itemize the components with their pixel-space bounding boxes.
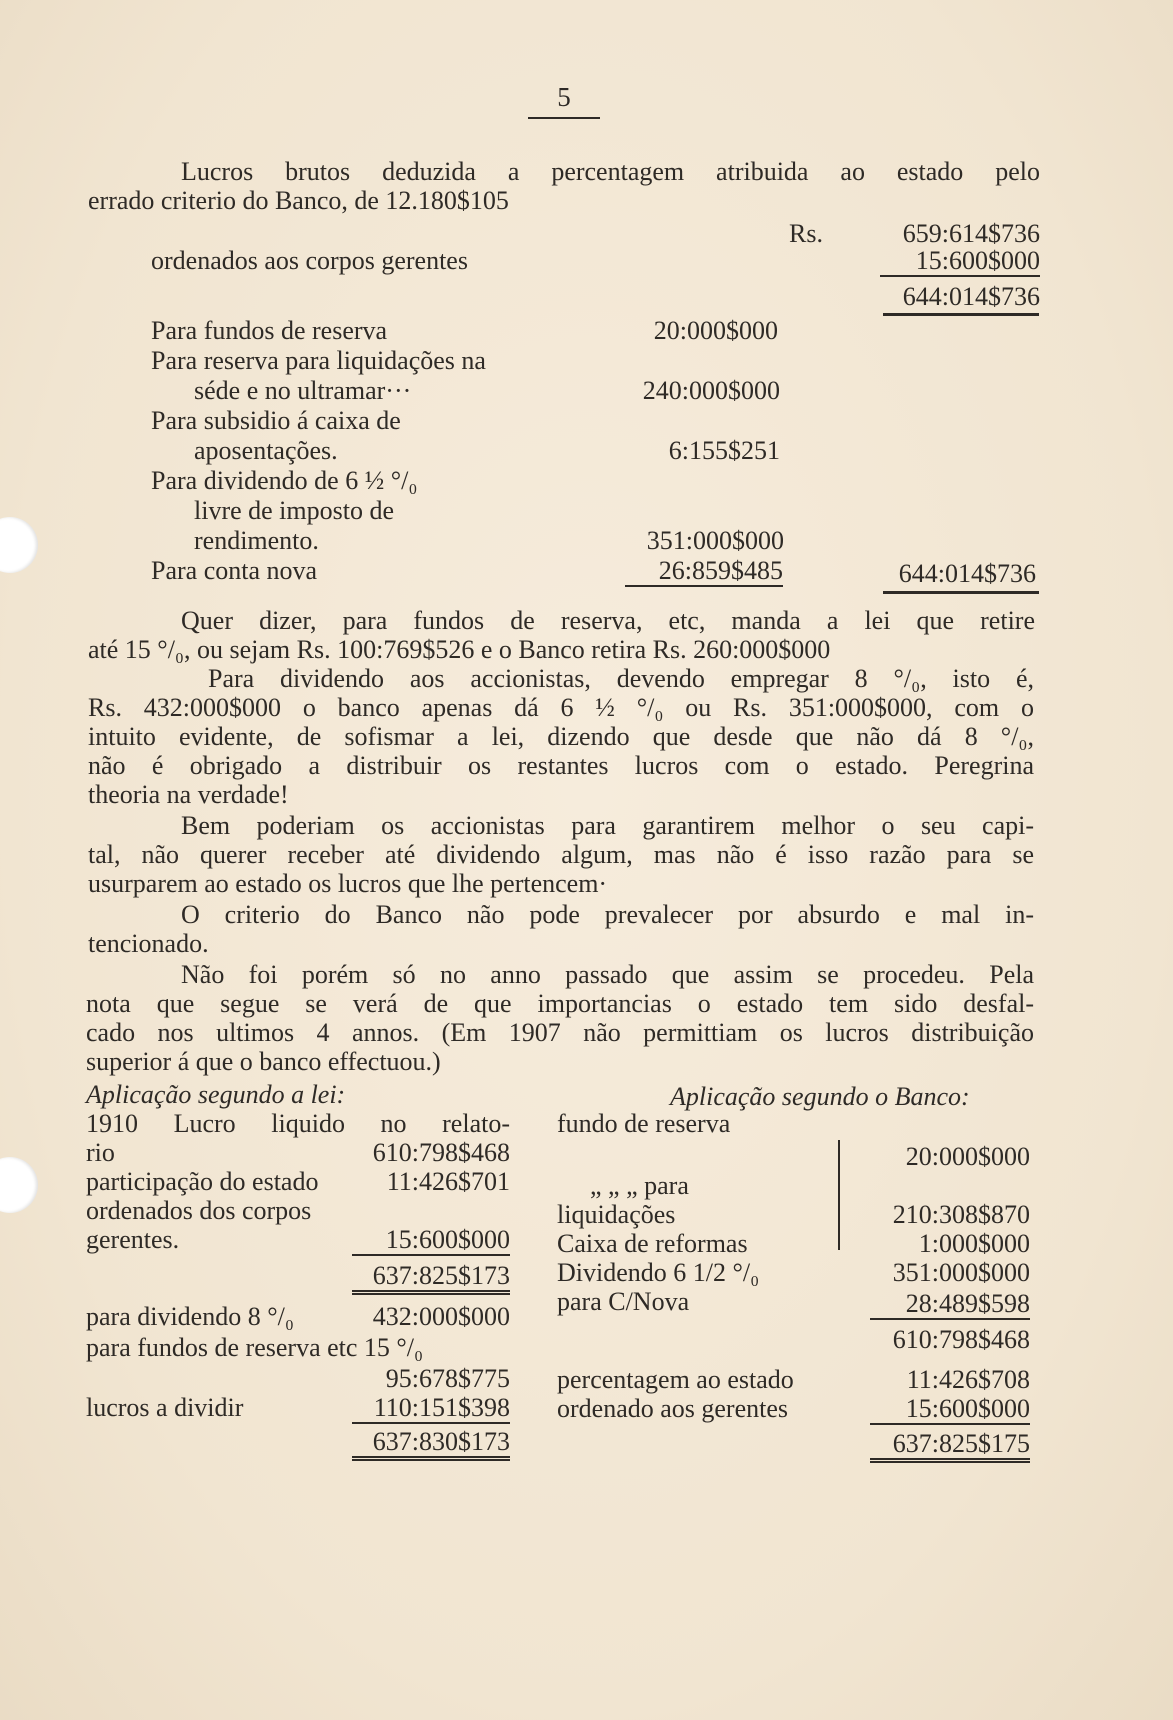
- left-heading: Aplicação segundo a lei:: [86, 1080, 346, 1109]
- rule: [883, 591, 1039, 594]
- left-label: rio: [86, 1138, 115, 1167]
- left-subtotal: 637:825$173: [352, 1261, 510, 1295]
- left-label: lucros a dividir: [86, 1393, 244, 1422]
- left-label: para fundos de reserva etc 15 °/₀: [86, 1333, 424, 1362]
- right-label-cont: liquidações: [557, 1200, 676, 1229]
- alloc-label: Para dividendo de 6 ½ °/₀: [151, 466, 418, 495]
- body-line: Para dividendo aos accionistas, devendo empregar 8 °/₀, isto é,: [208, 664, 1034, 693]
- right-total: 637:825$175: [870, 1429, 1030, 1463]
- right-amount: 15:600$000: [870, 1394, 1030, 1425]
- right-amount: 11:426$708: [906, 1365, 1030, 1394]
- body-line: tencionado.: [88, 929, 209, 958]
- body-line: cado nos ultimos 4 annos. (Em 1907 não permittiam os lucros distribuição: [86, 1018, 1034, 1047]
- left-amount: 15:600$000: [352, 1225, 510, 1256]
- right-amount: 210:308$870: [892, 1200, 1030, 1229]
- alloc-label: Para reserva para liquidações na: [151, 346, 486, 375]
- body-line: até 15 °/₀, ou sejam Rs. 100:769$526 e o Banco retira Rs. 260:000$000: [88, 635, 831, 664]
- alloc-label-cont: aposentações.: [194, 436, 338, 465]
- left-amount: 432:000$000: [372, 1302, 510, 1331]
- alloc-label-cont: livre de imposto de: [194, 496, 395, 525]
- brace-mark: [838, 1140, 850, 1250]
- left-amount: 11:426$701: [386, 1167, 510, 1196]
- left-total: 637:830$173: [352, 1427, 510, 1461]
- alloc-label-cont: rendimento.: [194, 526, 319, 555]
- body-line: intuito evidente, de sofismar a lei, dizendo que desde que não dá 8 °/₀,: [88, 722, 1034, 751]
- allocation-total: 644:014$736: [898, 559, 1036, 588]
- salaries-amount: 15:600$000: [880, 246, 1040, 277]
- right-label: Dividendo 6 1/2 °/₀: [557, 1258, 760, 1287]
- body-line: não é obrigado a distribuir os restantes lucros com o estado. Peregrina: [88, 751, 1034, 780]
- punch-hole: [0, 1157, 38, 1213]
- left-label: participação do estado: [86, 1167, 319, 1196]
- salaries-label: ordenados aos corpos gerentes: [151, 246, 468, 275]
- right-label: para C/Nova: [557, 1287, 690, 1316]
- left-amount: 610:798$468: [372, 1138, 510, 1167]
- left-label: gerentes.: [86, 1225, 180, 1254]
- punch-hole: [0, 517, 38, 573]
- body-line: Rs. 432:000$000 o banco apenas dá 6 ½ °/₀ ou Rs. 351:000$000, com o: [88, 693, 1034, 722]
- body-line: superior á que o banco effectuou.): [86, 1047, 441, 1076]
- body-line: Não foi porém só no anno passado que assim se procedeu. Pela: [181, 960, 1034, 989]
- alloc-amount: 351:000$000: [646, 526, 784, 555]
- intro-line-2: errado criterio do Banco, de 12.180$105: [88, 186, 509, 215]
- right-heading: Aplicação segundo o Banco:: [670, 1082, 970, 1111]
- intro-line-1: Lucros brutos deduzida a percentagem atribuida ao estado pelo: [181, 157, 1040, 186]
- right-amount: 351:000$000: [892, 1258, 1030, 1287]
- left-label: ordenados dos corpos: [86, 1196, 312, 1225]
- alloc-label: Para subsidio á caixa de: [151, 406, 401, 435]
- alloc-amount: 6:155$251: [668, 436, 780, 465]
- body-line: nota que segue se verá de que importancias o estado tem sido desfal-: [86, 989, 1034, 1018]
- right-amount: 28:489$598: [870, 1289, 1030, 1320]
- right-subtotal: 610:798$468: [892, 1325, 1030, 1354]
- right-label: Caixa de reformas: [557, 1229, 748, 1258]
- body-line: Quer dizer, para fundos de reserva, etc, manda a lei que retire: [181, 606, 1035, 635]
- left-line: 1910 Lucro liquido no relato-: [86, 1109, 510, 1138]
- right-amount: 1:000$000: [918, 1229, 1030, 1258]
- right-label: percentagem ao estado: [557, 1365, 794, 1394]
- right-label: fundo de reserva: [557, 1109, 731, 1138]
- alloc-label: Para conta nova: [151, 556, 318, 585]
- left-label: para dividendo 8 °/₀: [86, 1302, 294, 1331]
- page-number: 5: [528, 82, 600, 119]
- net-amount: 644:014$736: [902, 282, 1040, 311]
- gross-amount: 659:614$736: [902, 219, 1040, 248]
- body-line: tal, não querer receber até dividendo algum, mas não é isso razão para se: [88, 840, 1034, 869]
- right-label: „ „ „ para: [590, 1171, 689, 1200]
- body-line: O criterio do Banco não pode prevalecer por absurdo e mal in-: [181, 900, 1034, 929]
- alloc-label: Para fundos de reserva: [151, 316, 388, 345]
- body-line: usurparem ao estado os lucros que lhe pertencem·: [88, 869, 608, 898]
- alloc-amount: 20:000$000: [653, 316, 778, 345]
- currency-label: Rs.: [789, 219, 823, 248]
- body-line: Bem poderiam os accionistas para garantirem melhor o seu capi-: [181, 811, 1034, 840]
- right-amount: 20:000$000: [905, 1142, 1030, 1171]
- body-line: theoria na verdade!: [88, 780, 289, 809]
- alloc-label-cont: séde e no ultramar···: [194, 376, 412, 405]
- rule: [883, 313, 1039, 316]
- alloc-amount: 240:000$000: [642, 376, 780, 405]
- alloc-amount: 26:859$485: [625, 556, 783, 587]
- left-amount: 110:151$398: [352, 1393, 510, 1424]
- left-amount: 95:678$775: [385, 1364, 510, 1393]
- right-label: ordenado aos gerentes: [557, 1394, 789, 1423]
